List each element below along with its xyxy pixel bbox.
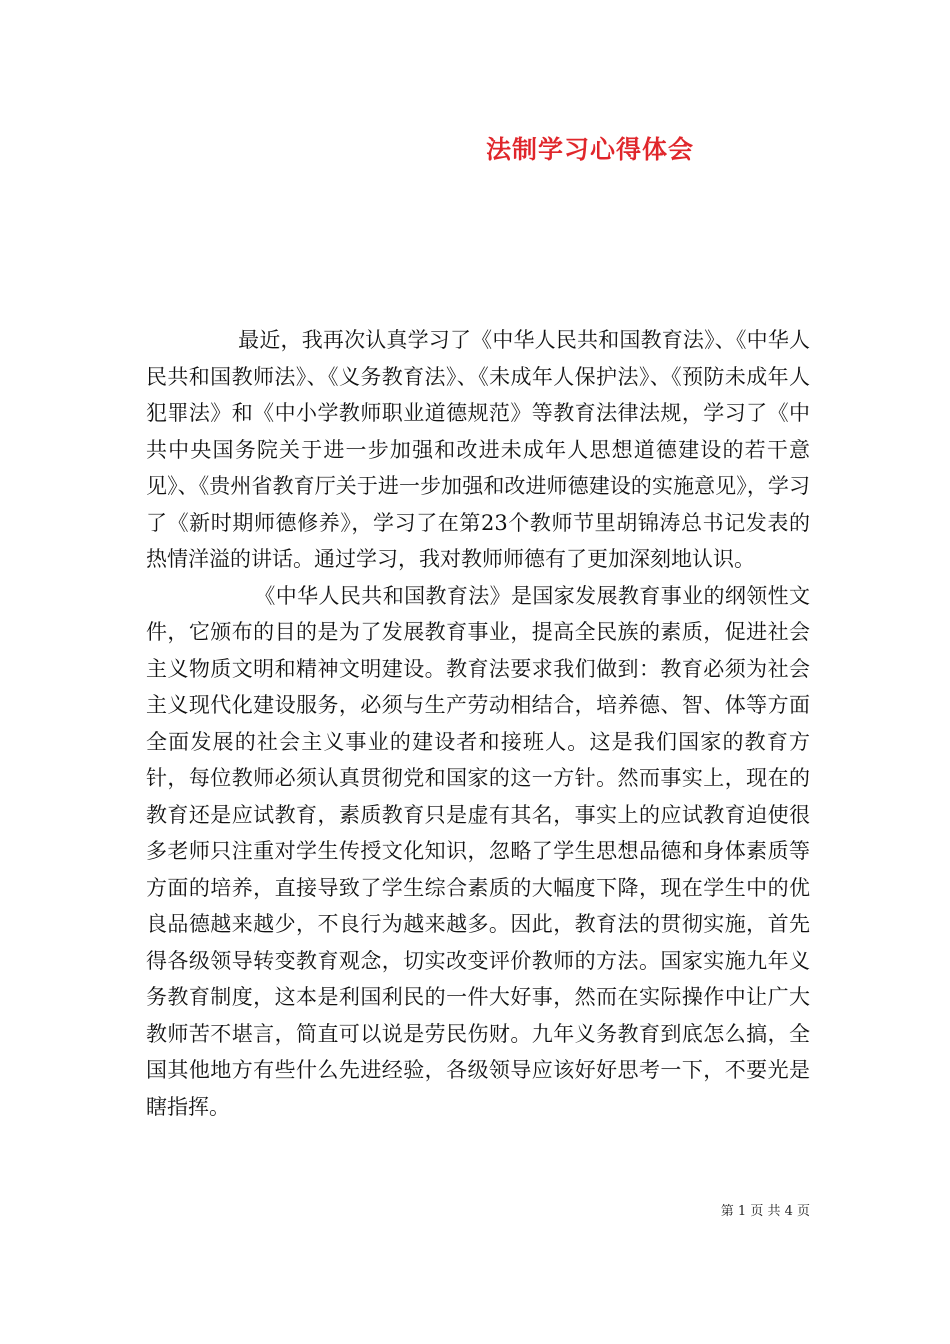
document-body: [146, 322, 810, 1125]
paragraph-1-text: 最近，我再次认真学习了《中华人民共和国教育法》、《中华人民共和国教师法》、《义务教育法》、《未成年人保护法》、《预防未成年人犯罪法》和《中小学教师职业道德规范》等教育法律法规，学习了《中共中央国务院关于进一步加强和改进未成年人思想道德建设的若干意见》、《贵州省教育厅关于进一步加强和改进师德建设的实施意见》，学习了《新时期师德修养》，学习了在第23个教师节里胡锦涛总书记发表的热情洋溢的讲话。通过学习，我对教师师德有了更加深刻地认识。: [146, 328, 810, 571]
paragraph-2: [146, 578, 810, 1126]
paragraph-2-text: 《中华人民共和国教育法》是国家发展教育事业的纲领性文件，它颁布的目的是为了发展教育事业，提高全民族的素质，促进社会主义物质文明和精神文明建设。教育法要求我们做到：教育必须为社会主义现代化建设服务，必须与生产劳动相结合，培养德、智、体等方面全面发展的社会主义事业的建设者和接班人。这是我们国家的教育方针，每位教师必须认真贯彻党和国家的这一方针。然而事实上，现在的教育还是应试教育，素质教育只是虚有其名，事实上的应试教育迫使很多老师只注重对学生传授文化知识，忽略了学生思想品德和身体素质等方面的培养，直接导致了学生综合素质的大幅度下降，现在学生中的优良品德越来越少，不良行为越来越多。因此，教育法的贯彻实施，首先得各级领导转变教育观念，切实改变评价教师的方法。国家实施九年义务教育制度，这本是利国利民的一件大好事，然而在实际操作中让广大教师苦不堪言，简直可以说是劳民伤财。九年义务教育到底怎么搞，全国其他地方有些什么先进经验，各级领导应该好好思考一下，不要光是瞎指挥。: [146, 583, 810, 1119]
paragraph-1: [146, 322, 810, 578]
page-number-footer: 第 1 页 共 4 页: [720, 1204, 810, 1219]
document-title: 法制学习心得体会: [485, 135, 694, 164]
